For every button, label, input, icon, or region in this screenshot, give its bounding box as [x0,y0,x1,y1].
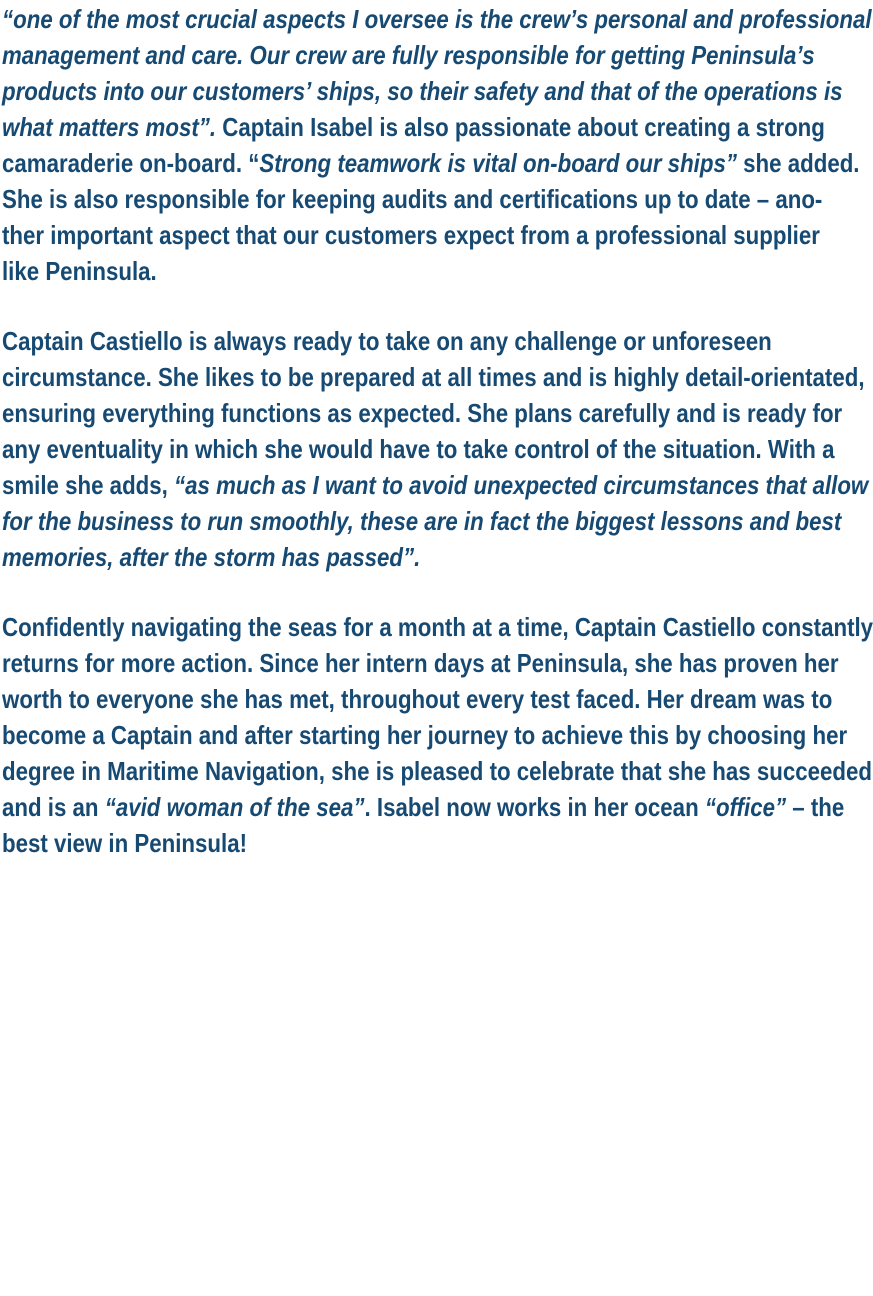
text-line [2,789,873,825]
text-segment: “as much as I want to avoid unexpected circumstances that allow [174,470,869,500]
text-segment: camaraderie on-board. “ [2,148,260,178]
text-line [2,145,873,181]
text-line [2,431,873,467]
text-segment: become a Captain and after starting her journey to achieve this by choosing her [2,720,848,750]
text-line [2,109,873,145]
text-segment: “avid woman of the sea” [104,792,365,822]
article-text [2,1,873,861]
text-segment: returns for more action. Since her intern days at Peninsula, she has proven her [2,648,839,678]
text-segment: Strong teamwork is vital on-board our ships” [259,148,737,178]
text-segment: she added. [736,148,860,178]
text-line [2,467,873,503]
text-segment: for the business to run smoothly, these are in fact the biggest lessons and best [2,506,842,536]
text-segment: products into our customers’ ships, so their safety and that of the operations is [2,76,843,106]
paragraph [2,1,873,289]
text-segment: Captain Isabel is also passionate about creating a strong [216,112,825,142]
text-line [2,359,873,395]
paragraph [2,323,873,575]
text-line [2,503,873,539]
paragraph [2,609,873,861]
text-segment: “one of the most crucial aspects I oversee is the crew’s personal and professional [2,4,872,34]
text-line [2,1,873,37]
text-line [2,609,873,645]
text-segment: – the [786,792,845,822]
text-segment: best view in Peninsula! [2,828,248,858]
text-line [2,825,873,861]
text-segment: what matters most”. [2,112,217,142]
text-segment: degree in Maritime Navigation, she is pleased to celebrate that she has succeeded [2,756,872,786]
text-segment: She is also responsible for keeping audits and certifications up to date – ano- [2,184,823,214]
text-segment: ensuring everything functions as expected. She plans carefully and is ready for [2,398,843,428]
text-segment: and is an [2,792,105,822]
text-segment: . Isabel now works in her ocean [364,792,705,822]
text-line [2,395,873,431]
text-line [2,681,873,717]
text-line [2,753,873,789]
text-line [2,73,873,109]
text-line [2,181,873,217]
text-segment: Captain Castiello is always ready to take on any challenge or unforeseen [2,326,772,356]
text-line [2,37,873,73]
text-line [2,253,873,289]
text-line [2,323,873,359]
text-segment: smile she adds, [2,470,175,500]
text-segment: memories, after the storm has passed”. [2,542,421,572]
text-line [2,217,873,253]
text-segment: Confidently navigating the seas for a month at a time, Captain Castiello constantly [2,612,873,642]
text-segment: management and care. Our crew are fully responsible for getting Peninsula’s [2,40,815,70]
text-line [2,539,873,575]
text-segment: ther important aspect that our customers expect from a professional supplier [2,220,820,250]
text-line [2,717,873,753]
text-segment: any eventuality in which she would have to take control of the situation. With a [2,434,835,464]
text-segment: circumstance. She likes to be prepared at all times and is highly detail-orientated, [2,362,865,392]
text-line [2,645,873,681]
text-segment: worth to everyone she has met, throughout every test faced. Her dream was to [2,684,833,714]
text-segment: “office” [704,792,787,822]
text-segment: like Peninsula. [2,256,157,286]
